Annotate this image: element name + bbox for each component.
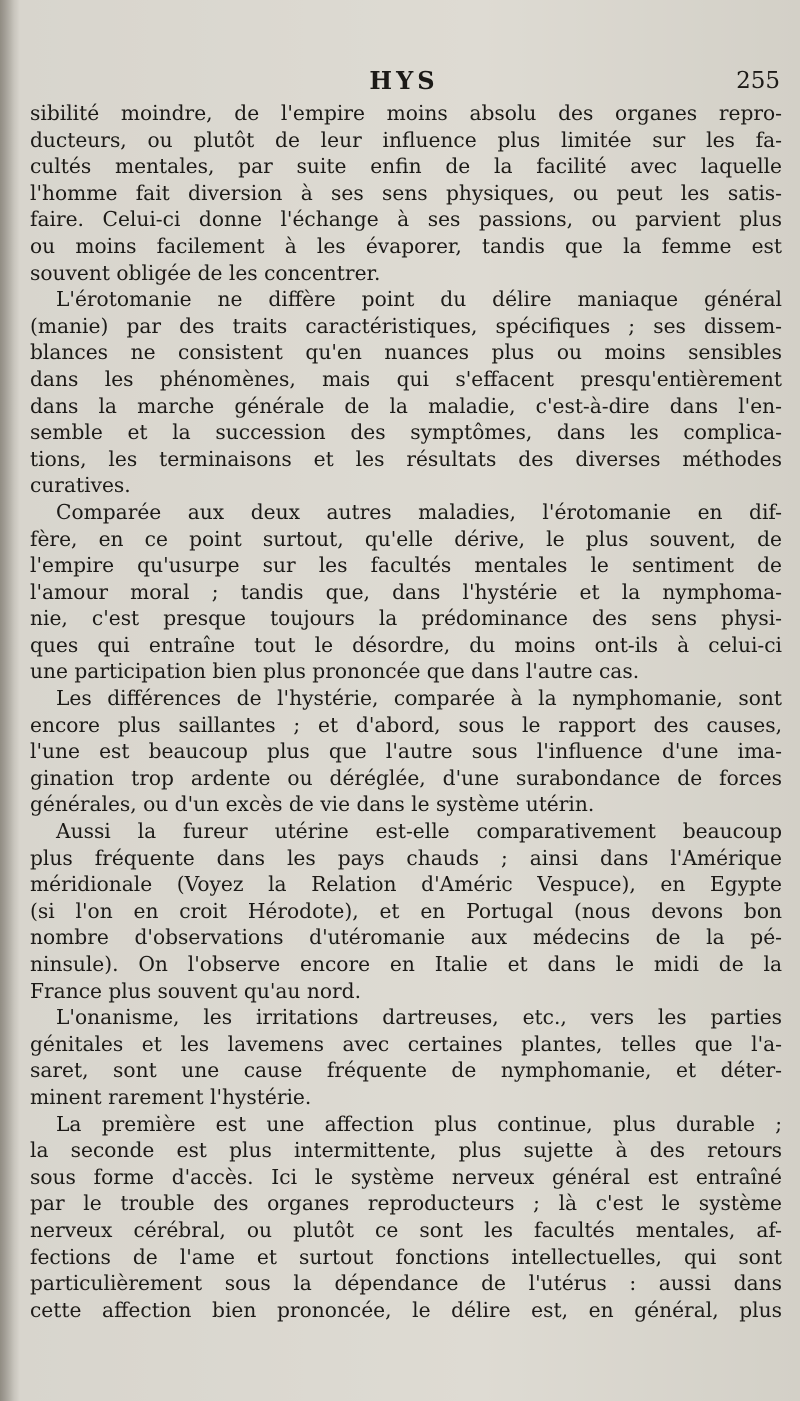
text-line: l'homme fait diversion à ses sens physiques, ou peut les satis- <box>30 180 782 205</box>
text-line: La première est une affection plus continue, plus durable ; <box>56 1111 782 1136</box>
text-line: L'onanisme, les irritations dartreuses, etc., vers les parties <box>56 1005 782 1030</box>
text-line: Les différences de l'hystérie, comparée à la nymphomanie, sont <box>56 686 782 711</box>
text-line: fère, en ce point surtout, qu'elle dérive, le plus souvent, de <box>30 526 782 551</box>
text-line: l'amour moral ; tandis que, dans l'hystérie et la nymphoma- <box>30 579 782 604</box>
text-line: ducteurs, ou plutôt de leur influence plus limitée sur les fa- <box>30 127 782 152</box>
text-line: ques qui entraîne tout le désordre, du moins ont-ils à celui-ci <box>30 632 782 657</box>
text-line: dans les phénomènes, mais qui s'effacent presqu'entièrement <box>30 366 782 391</box>
text-line: ninsule). On l'observe encore en Italie et dans le midi de la <box>30 952 782 976</box>
text-line: souvent obligée de les concentrer. <box>30 260 381 285</box>
text-line: l'empire qu'usurpe sur les facultés mentales le sentiment de <box>30 553 782 578</box>
text-line: Aussi la fureur utérine est-elle comparativement beaucoup <box>56 819 782 844</box>
text-line: l'une est beaucoup plus que l'autre sous l'influence d'une ima- <box>30 739 782 764</box>
text-line: ou moins facilement à les évaporer, tandis que la femme est <box>30 233 782 258</box>
text-line: générales, ou d'un excès de vie dans le système utérin. <box>30 792 595 817</box>
text-line: par le trouble des organes reproducteurs ; là c'est le système <box>30 1191 782 1216</box>
text-line: dans la marche générale de la maladie, c'est-à-dire dans l'en- <box>30 393 782 418</box>
text-line: curatives. <box>30 473 131 498</box>
text-line: gination trop ardente ou déréglée, d'une surabondance de forces <box>30 765 782 790</box>
text-line: cultés mentales, par suite enfin de la facilité avec laquelle <box>30 154 782 179</box>
text-line: France plus souvent qu'au nord. <box>30 978 361 1003</box>
text-line: saret, sont une cause fréquente de nymphomanie, et déter- <box>30 1058 782 1083</box>
text-line: Comparée aux deux autres maladies, l'érotomanie en dif- <box>56 499 782 524</box>
text-line: fections de l'ame et surtout fonctions intellectuelles, qui sont <box>30 1244 782 1269</box>
text-line: faire. Celui-ci donne l'échange à ses passions, ou parvient plus <box>30 207 782 232</box>
body-text <box>30 100 782 1323</box>
text-line: nerveux cérébral, ou plutôt ce sont les facultés mentales, af- <box>30 1217 782 1242</box>
text-line: sibilité moindre, de l'empire moins absolu des organes repro- <box>30 101 782 125</box>
text-line: blances ne consistent qu'en nuances plus ou moins sensibles <box>30 340 782 365</box>
text-line: plus fréquente dans les pays chauds ; ainsi dans l'Amérique <box>30 845 782 870</box>
text-line: méridionale (Voyez la Relation d'Améric Vespuce), en Egypte <box>30 872 782 897</box>
text-line: génitales et les lavemens avec certaines plantes, telles que l'a- <box>30 1031 782 1056</box>
text-line: cette affection bien prononcée, le délire est, en général, plus <box>30 1297 782 1322</box>
text-line: une participation bien plus prononcée que dans l'autre cas. <box>30 659 640 684</box>
text-line: semble et la succession des symptômes, dans les complica- <box>30 420 782 445</box>
text-line: tions, les terminaisons et les résultats des diverses méthodes <box>30 446 782 471</box>
text-line: encore plus saillantes ; et d'abord, sous le rapport des causes, <box>30 712 782 737</box>
text-line: minent rarement l'hystérie. <box>30 1084 312 1109</box>
text-line: particulièrement sous la dépendance de l'utérus : aussi dans <box>30 1271 782 1296</box>
text-line: nie, c'est presque toujours la prédominance des sens physi- <box>30 606 782 631</box>
text-line: sous forme d'accès. Ici le système nerveux général est entraîné <box>30 1164 782 1189</box>
gutter-shadow <box>0 0 20 1401</box>
text-line: L'érotomanie ne diffère point du délire maniaque général <box>56 287 782 312</box>
text-line: (manie) par des traits caractéristiques, spécifiques ; ses dissem- <box>30 313 782 338</box>
page-number: 255 <box>736 68 780 94</box>
text-line: nombre d'observations d'utéromanie aux médecins de la pé- <box>30 925 782 950</box>
text-line: la seconde est plus intermittente, plus sujette à des retours <box>30 1138 782 1163</box>
text-line: (si l'on en croit Hérodote), et en Portugal (nous devons bon <box>30 898 782 923</box>
running-head: HYS <box>369 66 439 95</box>
